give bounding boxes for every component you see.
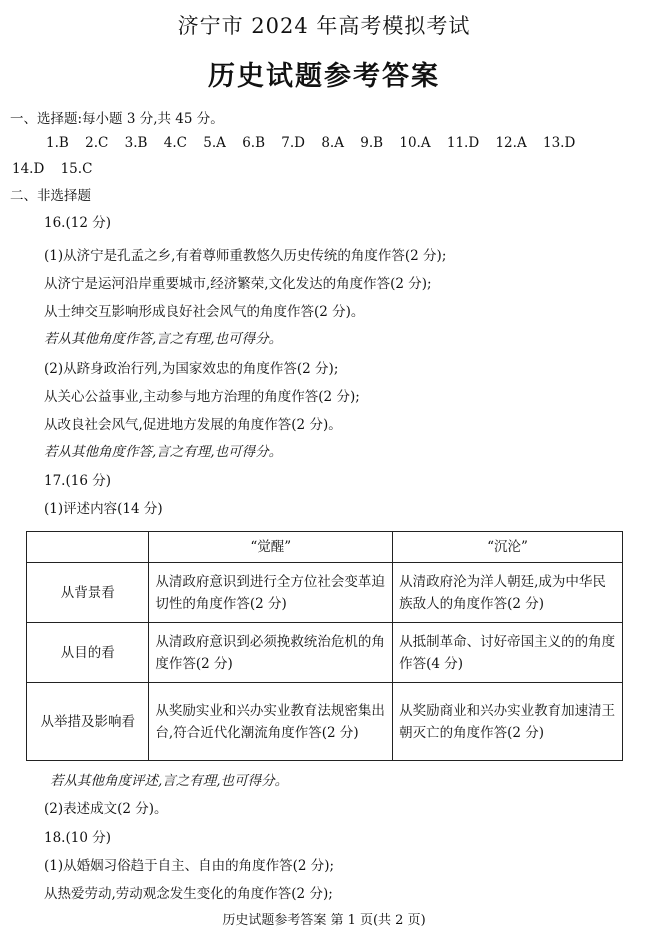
answer-item: 8.A [321,135,344,151]
answers-row-2 [12,160,104,178]
answer-item: 12.A [495,135,527,151]
q16-label: 16.(12 分) [44,215,111,231]
evaluation-table [26,531,623,761]
answer-item: 1.B [46,135,69,151]
section2-heading: 二、非选择题 [10,188,91,204]
decline-cell: 从抵制革命、讨好帝国主义的的角度作答(4 分) [393,623,623,683]
table-row [27,683,623,761]
answer-item: 2.C [85,135,109,151]
row-label: 从举措及影响看 [27,683,149,761]
table-header-row [27,532,623,563]
row-label: 从背景看 [27,563,149,623]
answer-item: 11.D [446,135,480,151]
page-footer: 历史试题参考答案 第 1 页(共 2 页) [222,913,426,928]
q16-line: 从改良社会风气,促进地方发展的角度作答(2 分)。 [44,417,342,433]
table-header-cell [27,532,149,563]
answer-item: 6.B [242,135,265,151]
table-row [27,563,623,623]
answer-item: 3.B [124,135,148,151]
q16-line: (2)从跻身政治行列,为国家效忠的角度作答(2 分); [44,361,339,377]
q16-line: (1)从济宁是孔孟之乡,有着尊师重教悠久历史传统的角度作答(2 分); [44,248,447,264]
answer-item: 4.C [163,135,187,151]
answer-item: 15.C [60,161,93,177]
answer-item: 13.D [542,135,576,151]
answers-row-1 [46,134,587,152]
q16-line: 从济宁是运河沿岸重要城市,经济繁荣,文化发达的角度作答(2 分); [44,276,432,292]
q17-note: 若从其他角度评述,言之有理,也可得分。 [50,773,289,789]
table-row [27,623,623,683]
decline-cell: 从清政府沦为洋人朝廷,成为中华民族敌人的角度作答(2 分) [393,563,623,623]
answer-item: 10.A [399,135,431,151]
q16-note: 若从其他角度作答,言之有理,也可得分。 [44,331,283,347]
document-subtitle: 历史试题参考答案 [208,61,440,92]
exam-title: 济宁市 2024 年高考模拟考试 [177,14,471,38]
q16-note: 若从其他角度作答,言之有理,也可得分。 [44,444,283,460]
q17-sub2: (2)表述成文(2 分)。 [44,801,168,817]
table-header-cell: “沉沦” [393,532,623,563]
answer-item: 7.D [281,135,306,151]
awakening-cell: 从奖励实业和兴办实业教育法规密集出台,符合近代化潮流角度作答(2 分) [149,683,393,761]
answer-item: 5.A [203,135,226,151]
q17-label: 17.(16 分) [44,473,111,489]
q17-sub1: (1)评述内容(14 分) [44,501,163,517]
table-header-cell: “觉醒” [149,532,393,563]
q18-line: 从热爱劳动,劳动观念发生变化的角度作答(2 分); [44,886,333,902]
section1-heading: 一、选择题:每小题 3 分,共 45 分。 [10,111,224,127]
answer-item: 14.D [12,161,45,177]
awakening-cell: 从清政府意识到进行全方位社会变革迫切性的角度作答(2 分) [149,563,393,623]
decline-cell: 从奖励商业和兴办实业教育加速清王朝灭亡的角度作答(2 分) [393,683,623,761]
q18-label: 18.(10 分) [44,830,111,846]
answer-item: 9.B [360,135,384,151]
row-label: 从目的看 [27,623,149,683]
q18-line: (1)从婚姻习俗趋于自主、自由的角度作答(2 分); [44,858,335,874]
q16-line: 从关心公益事业,主动参与地方治理的角度作答(2 分); [44,389,360,405]
awakening-cell: 从清政府意识到必须挽救统治危机的角度作答(2 分) [149,623,393,683]
q16-line: 从士绅交互影响形成良好社会风气的角度作答(2 分)。 [44,304,365,320]
